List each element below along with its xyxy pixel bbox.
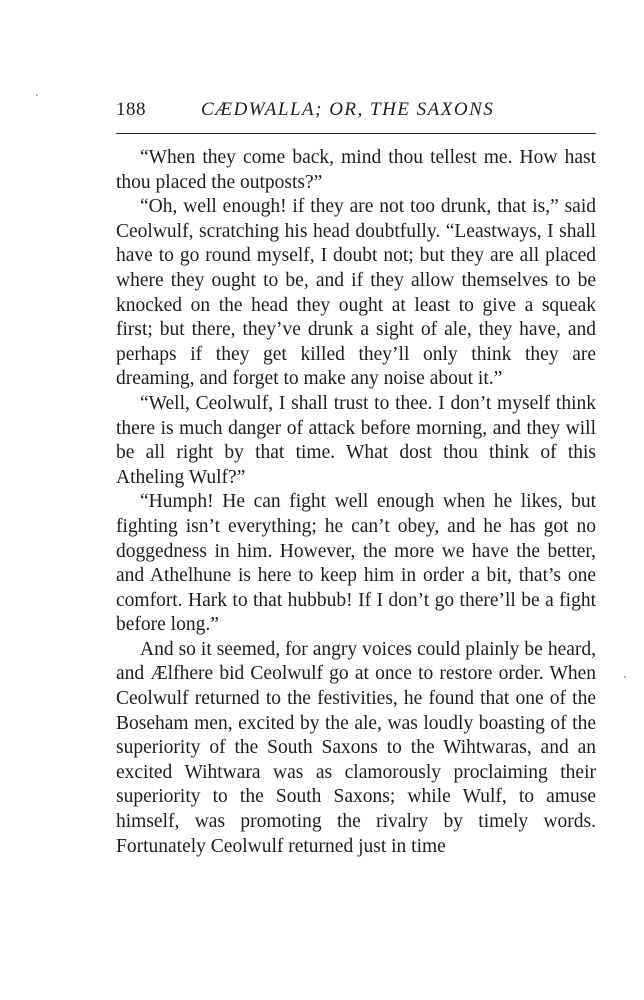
paper-speck	[624, 676, 626, 678]
running-title: CÆDWALLA; OR, THE SAXONS	[201, 99, 495, 120]
paragraph: “Humph! He can fight well enough when he likes, but fighting isn’t everything; he can’t obey, and he has got no doggedness in him. However, the more we have the better, and Athelhune is here to keep him in order a bit, that’s one comfort. Hark to that hubbub! If I don’t go there’ll be a fight before long.”	[116, 491, 596, 636]
paragraph: And so it seemed, for angry voices could plainly be heard, and Ælfhere bid Ceolwulf go at once to restore order. When Ceolwulf returned to the festivities, he found that one of the Boseham men, excited by the ale, was loudly boasting of the superiority of the South Saxons to the Wihtwaras, and an excited Wihtwara was as clamorously proclaiming their superiority to the South Saxons; while Wulf, to amuse himself, was promoting the rivalry by timely words. Fortunately Ceolwulf returned just in time	[116, 638, 596, 857]
paragraph: “Well, Ceolwulf, I shall trust to thee. I don’t myself think there is much danger of attack before morning, and they will be all right by that time. What dost thou think of this Atheling Wulf?”	[116, 392, 596, 488]
page-header	[116, 99, 596, 125]
body-text	[116, 146, 596, 859]
paragraph: “Oh, well enough! if they are not too drunk, that is,” said Ceolwulf, scratching his head doubtfully. “Leastways, I shall have to go round myself, I doubt not; but they are all placed where they ought to be, and if they allow themselves to be knocked on the head they ought at least to give a squeak first; but there, they’ve drunk a sight of ale, they have, and perhaps if they get killed they’ll only think they are dreaming, and forget to make any noise about it.”	[116, 196, 596, 390]
header-rule	[116, 133, 596, 134]
paper-speck	[36, 94, 38, 96]
paragraph: “When they come back, mind thou tellest me. How hast thou placed the outposts?”	[116, 147, 596, 193]
page-number: 188	[116, 99, 146, 120]
